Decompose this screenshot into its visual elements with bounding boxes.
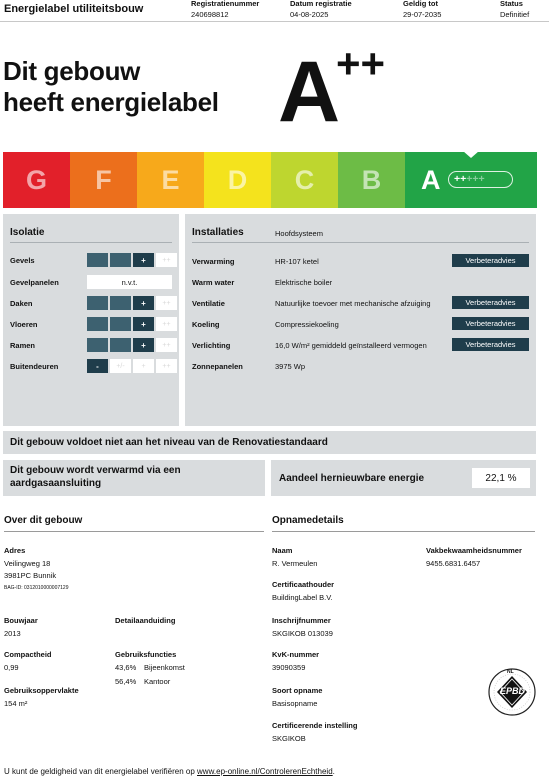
isolatie-divider [10, 242, 172, 243]
opname-title: Opnamedetails [272, 515, 344, 526]
scale-segment-a-active [405, 152, 537, 208]
rating-cell [110, 253, 131, 267]
isolatie-title: Isolatie [10, 227, 45, 238]
plus-indicator [448, 171, 513, 188]
naam-label: Naam [272, 546, 293, 555]
scale-segment-g: G [3, 152, 70, 208]
certificaathouder-value: BuildingLabel B.V. [272, 593, 333, 602]
ventilatie-value: Natuurlijke toevoer met mechanische afzuiging [275, 299, 431, 308]
rating-cell [110, 296, 131, 310]
rating-cell-active: - [87, 359, 108, 373]
isolatie-ramen-label: Ramen [10, 341, 36, 350]
rating-cell-active: + [133, 317, 154, 331]
inschrijfnummer-label: Inschrijfnummer [272, 616, 331, 625]
footer-end: . [332, 767, 335, 776]
verwarming-verbeteradvies-button[interactable]: Verbeteradvies [452, 254, 529, 267]
scale-segment-d: D [204, 152, 271, 208]
rating-cell: ++ [156, 253, 177, 267]
footer-verification-link[interactable]: www.ep-online.nl/ControlerenEchtheid [197, 767, 333, 776]
functie-pct-2: 56,4% [115, 677, 137, 686]
vakbekwaamheid-value: 9455.6831.6457 [426, 559, 481, 568]
rating-cell-active: + [133, 253, 154, 267]
active-notch [463, 151, 479, 158]
isolatie-gevels-rating [87, 253, 177, 267]
aardgas-line-2: aardgasaansluiting [10, 478, 102, 489]
isolatie-daken-rating [87, 296, 177, 310]
renovatie-text: Dit gebouw voldoet niet aan het niveau van de Renovatiestandaard [10, 437, 328, 448]
hernieuwbaar-label: Aandeel hernieuwbare energie [279, 473, 425, 484]
epbd-logo-text: EPBD [500, 686, 526, 696]
gebouw-divider [4, 531, 264, 532]
verwarming-value: HR-107 ketel [275, 257, 319, 266]
ventilatie-verbeteradvies-button[interactable]: Verbeteradvies [452, 296, 529, 309]
naam-value: R. Vermeulen [272, 559, 318, 568]
gebouw-title: Over dit gebouw [4, 515, 83, 526]
hernieuwbaar-value: 22,1 % [472, 468, 530, 488]
energy-label-plus: ++ [336, 40, 386, 87]
isolatie-vloeren-rating [87, 317, 177, 331]
plus-off: +++ [466, 173, 485, 185]
isolatie-gevelpanelen-value: n.v.t. [87, 275, 172, 289]
geldig-tot-label: Geldig tot [403, 0, 438, 8]
inschrijfnummer-value: SKGIKOB 013039 [272, 629, 333, 638]
koeling-value: Compressiekoeling [275, 320, 339, 329]
scale-active-letter: A [421, 164, 441, 195]
instelling-label: Certificerende instelling [272, 721, 358, 730]
datum-registratie-value: 04-08-2025 [290, 10, 329, 19]
gebruiksfuncties-label: Gebruiksfuncties [115, 650, 177, 659]
rating-cell-active: + [133, 296, 154, 310]
energy-scale [3, 152, 537, 208]
aardgas-line-1: Dit gebouw wordt verwarmd via een [10, 465, 181, 476]
verwarming-label: Verwarming [192, 257, 235, 266]
registratienummer-value: 240698812 [191, 10, 229, 19]
scale-segment-f: F [70, 152, 137, 208]
footer-text: U kunt de geldigheid van dit energielabel verifiëren op [4, 767, 198, 776]
energy-label-letter: A [278, 44, 338, 140]
plus-on: ++ [454, 173, 467, 185]
isolatie-buitendeuren-rating [87, 359, 177, 373]
rating-cell [87, 253, 108, 267]
datum-registratie-label: Datum registratie [290, 0, 352, 8]
kvk-value: 39090359 [272, 663, 306, 672]
rating-cell: +/- [110, 359, 131, 373]
epbd-logo-badge: NL [507, 669, 514, 675]
registratienummer-label: Registratienummer [191, 0, 260, 8]
adres-line-1: Veilingweg 18 [4, 559, 51, 568]
rating-cell: + [133, 359, 154, 373]
rating-cell [87, 296, 108, 310]
opname-divider [272, 531, 535, 532]
rating-cell: ++ [156, 338, 177, 352]
adres-label: Adres [4, 546, 26, 555]
verlichting-label: Verlichting [192, 341, 231, 350]
bag-id: BAG-ID: 0312010000007129 [4, 585, 69, 591]
scale-segment-c: C [271, 152, 338, 208]
headline-line-1: Dit gebouw [3, 56, 141, 86]
verlichting-verbeteradvies-button[interactable]: Verbeteradvies [452, 338, 529, 351]
scale-segment-e: E [137, 152, 204, 208]
rating-cell-active: + [133, 338, 154, 352]
header-divider [0, 21, 549, 22]
adres-line-2: 3981PC Bunnik [4, 571, 57, 580]
status-value: Definitief [500, 10, 530, 19]
headline [3, 56, 219, 118]
soort-opname-value: Basisopname [272, 699, 318, 708]
functie-pct-1: 43,6% [115, 663, 137, 672]
scale-segment-b: B [338, 152, 405, 208]
compactheid-label: Compactheid [4, 650, 52, 659]
geldig-tot-value: 29-07-2035 [403, 10, 442, 19]
compactheid-value: 0,99 [4, 663, 19, 672]
functie-name-1: Bijeenkomst [144, 663, 185, 672]
isolatie-buitendeuren-label: Buitendeuren [10, 362, 59, 371]
epbd-logo-icon [487, 667, 537, 717]
certificaathouder-label: Certificaathouder [272, 580, 335, 589]
ventilatie-label: Ventilatie [192, 299, 225, 308]
document-title: Energielabel utiliteitsbouw [4, 3, 144, 15]
vakbekwaamheid-label: Vakbekwaamheidsnummer [426, 546, 522, 555]
warm-water-label: Warm water [192, 278, 235, 287]
installaties-title: Installaties [192, 227, 244, 238]
footer [4, 767, 335, 776]
rating-cell [110, 338, 131, 352]
isolatie-ramen-rating [87, 338, 177, 352]
warm-water-value: Elektrische boiler [275, 278, 333, 287]
detailaanduiding-label: Detailaanduiding [115, 616, 176, 625]
rating-cell: ++ [156, 296, 177, 310]
status-label: Status [500, 0, 523, 8]
isolatie-daken-label: Daken [10, 299, 33, 308]
soort-opname-label: Soort opname [272, 686, 323, 695]
aardgas-text [10, 464, 181, 490]
headline-line-2: heeft energielabel [3, 87, 219, 117]
zonnepanelen-label: Zonnepanelen [192, 362, 243, 371]
isolatie-gevels-label: Gevels [10, 256, 35, 265]
koeling-verbeteradvies-button[interactable]: Verbeteradvies [452, 317, 529, 330]
rating-cell: ++ [156, 317, 177, 331]
isolatie-gevelpanelen-label: Gevelpanelen [10, 278, 59, 287]
rating-cell [87, 317, 108, 331]
installaties-divider [192, 242, 529, 243]
functie-name-2: Kantoor [144, 677, 171, 686]
bouwjaar-label: Bouwjaar [4, 616, 38, 625]
zonnepanelen-value: 3975 Wp [275, 362, 306, 371]
verlichting-value: 16,0 W/m² gemiddeld geïnstalleerd vermogen [275, 341, 427, 350]
koeling-label: Koeling [192, 320, 220, 329]
gebruiksoppervlakte-label: Gebruiksoppervlakte [4, 686, 79, 695]
installaties-subtitle: Hoofdsysteem [275, 229, 323, 238]
bouwjaar-value: 2013 [4, 629, 21, 638]
kvk-label: KvK-nummer [272, 650, 320, 659]
rating-cell [87, 338, 108, 352]
rating-cell: ++ [156, 359, 177, 373]
instelling-value: SKGIKOB [272, 734, 306, 743]
gebruiksoppervlakte-value: 154 m² [4, 699, 28, 708]
rating-cell [110, 317, 131, 331]
isolatie-vloeren-label: Vloeren [10, 320, 38, 329]
